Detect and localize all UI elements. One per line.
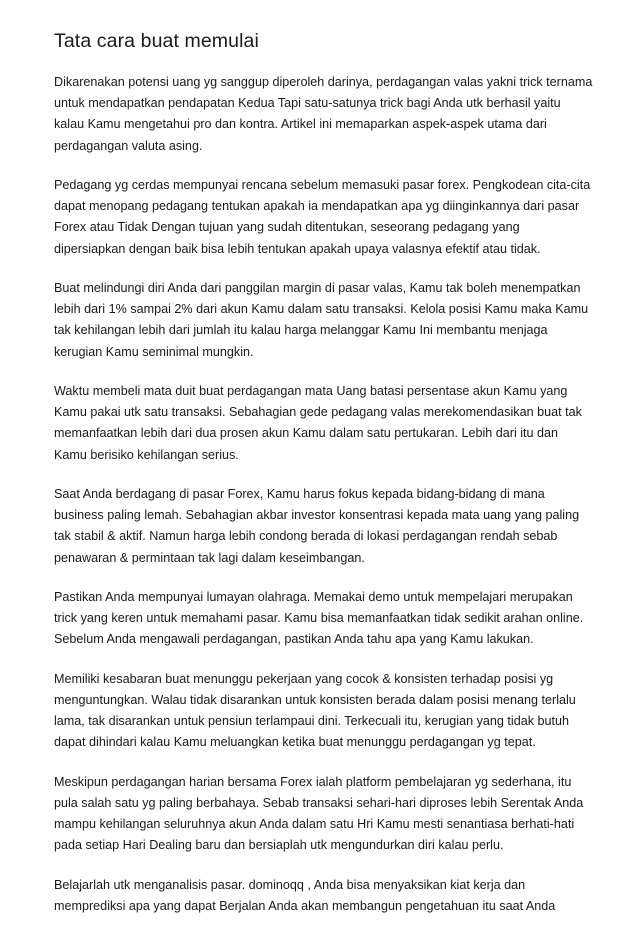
paragraph: Pedagang yg cerdas mempunyai rencana sebelum memasuki pasar forex. Pengkodean cita-cita dapat menopang pedagang tentukan apakah ia mendapatkan apa yg diinginkannya dari pasar Forex atau Tidak Dengan tujuan yang sudah ditentukan, seseorang pedagang yang dipersiapkan dengan baik bisa lebih tentukan apakah upaya valasnya efektif atau tidak. [54, 178, 591, 256]
paragraph: Belajarlah utk menganalisis pasar. dominoqq , Anda bisa menyaksikan kiat kerja dan memprediksi apa yang dapat Berjalan Anda akan membangun pengetahuan itu saat Anda [54, 877, 556, 913]
paragraph: Buat melindungi diri Anda dari panggilan margin di pasar valas, Kamu tak boleh menempatkan lebih dari 1% sampai 2% dari akun Kamu dalam satu transaksi. Kelola posisi Kamu maka Kamu tak kehilangan lebih dari jumlah itu kalau harga melanggar Kamu Ini membantu menjaga kerugian Kamu seminimal mungkin. [54, 281, 589, 359]
paragraph: Dikarenakan potensi uang yg sanggup diperoleh darinya, perdagangan valas yakni trick ternama untuk mendapatkan pendapatan Kedua Tapi satu-satunya trick bagi Anda utk berhasil yaitu kalau Kamu mengetahui pro dan kontra. Artikel ini memaparkan aspek-aspek utama dari perdagangan valuta asing. [54, 75, 593, 153]
document-page [54, 28, 594, 935]
paragraph: Memiliki kesabaran buat menunggu pekerjaan yang cocok & konsisten terhadap posisi yg menguntungkan. Walau tidak disarankan untuk konsisten berada dalam posisi menang terlalu lama, tak disarankan untuk pensiun terlampaui dini. Terkecuali itu, kerugian yang tidak butuh dapat dihindari kalau Kamu meluangkan ketika buat menunggu perdagangan yg tepat. [54, 671, 576, 750]
document-title: Tata cara buat memulai [54, 30, 259, 52]
paragraph: Waktu membeli mata duit buat perdagangan mata Uang batasi persentase akun Kamu yang Kamu pakai utk satu transaksi. Sebahagian gede pedagang valas merekomendasikan buat tak memanfaatkan lebih dari dua prosen akun Kamu dalam satu pertukaran. Lebih dari itu dan Kamu berisiko kehilangan serius. [54, 384, 582, 462]
paragraph: Meskipun perdagangan harian bersama Forex ialah platform pembelajaran yg sederhana, itu pula salah satu yg paling berbahaya. Sebab transaksi sehari-hari diproses lebih Serentak Anda mampu kehilangan seluruhnya akun Anda dalam satu Hri Kamu mesti senantiasa berhati-hati pada setiap Hari Dealing baru dan bersiaplah utk mengundurkan diri kalau perlu. [54, 774, 584, 853]
paragraph: Pastikan Anda mempunyai lumayan olahraga. Memakai demo untuk mempelajari merupakan trick yang keren untuk memahami pasar. Kamu bisa memanfaatkan tidak sedikit arahan online. Sebelum Anda mengawali perdagangan, pastikan Anda tahu apa yang Kamu lakukan. [54, 590, 584, 647]
paragraph: Saat Anda berdagang di pasar Forex, Kamu harus fokus kepada bidang-bidang di mana business paling lemah. Sebahagian akbar investor konsentrasi kepada mata uang yang paling tak stabil & aktif. Namun harga lebih condong berada di lokasi perdagangan rendah sebab penawaran & permintaan tak lagi dalam keseimbangan. [54, 487, 580, 565]
